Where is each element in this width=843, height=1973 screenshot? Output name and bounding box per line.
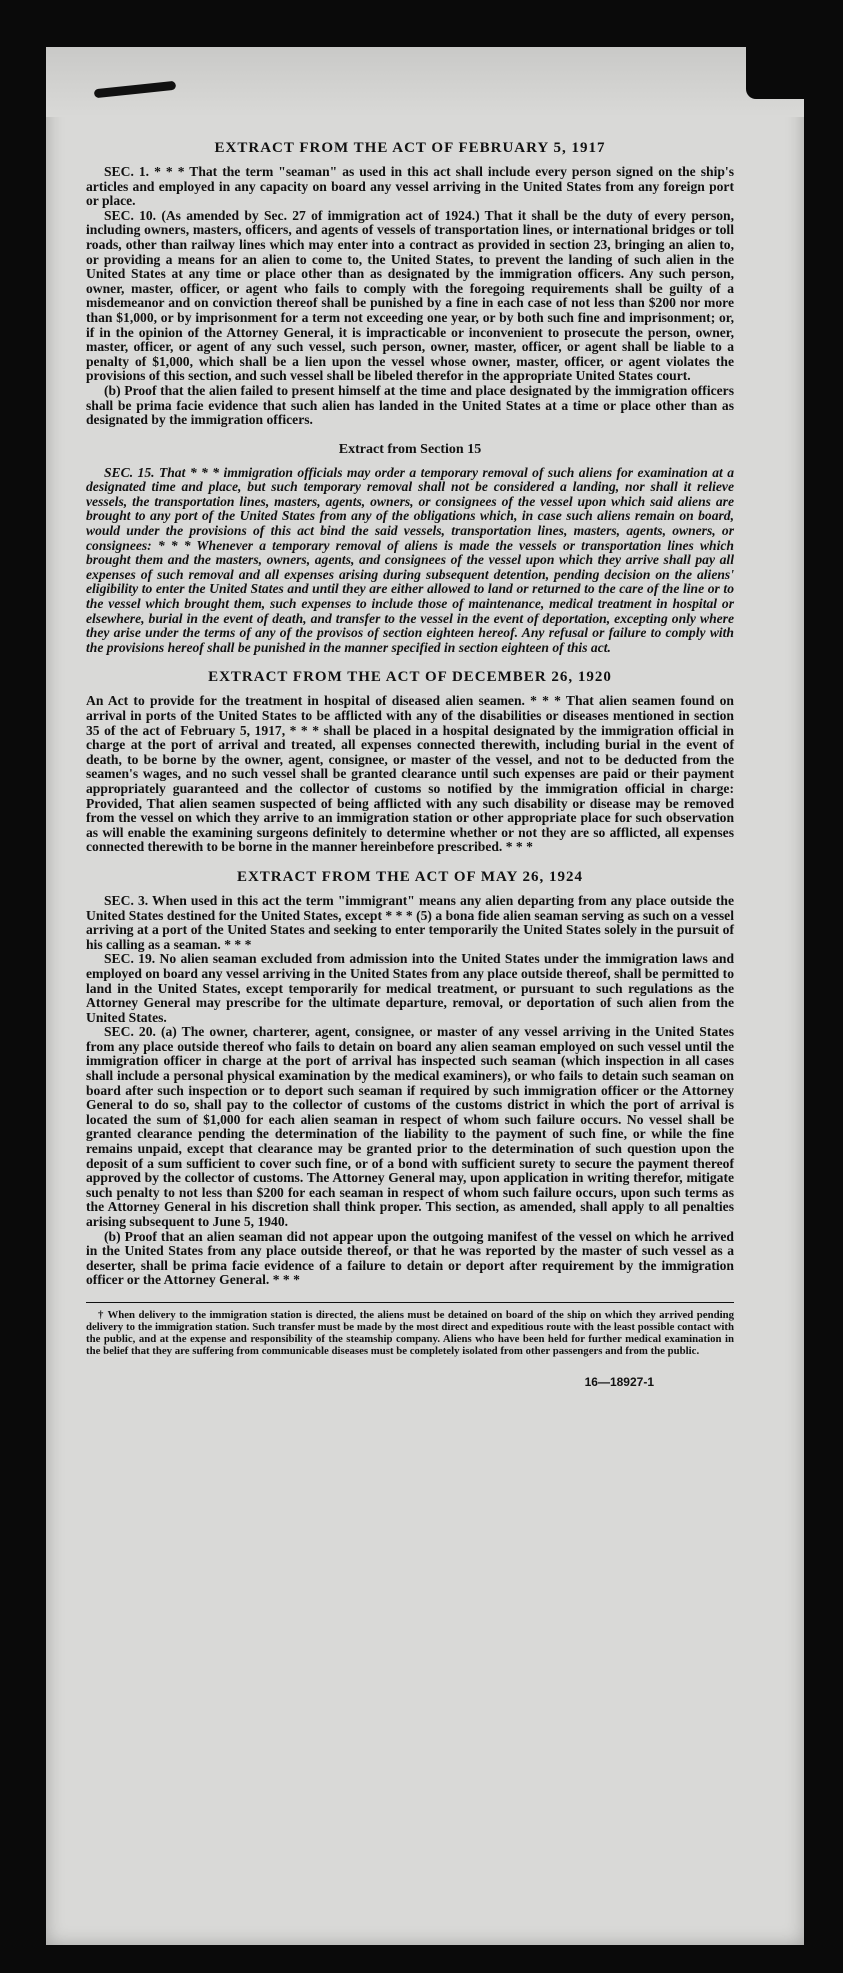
heading-act-may-1924: EXTRACT FROM THE ACT OF MAY 26, 1924 [236, 868, 584, 885]
heading-extract-section-15: Extract from Section 15 [338, 441, 482, 457]
paragraph-sec-10b: (b) Proof that the alien failed to present himself at the time and place designated by the immigration officers shall be prima facie evidence that such alien has landed in the United States at a time or place other than as designated by the immigration officers. [86, 382, 734, 428]
paragraph-sec-1: SEC. 1. * * * That the term "seaman" as used in this act shall include every person signed on the ship's articles and employed in any capacity on board any vessel arriving in the United States from any foreign port or place. [86, 164, 734, 209]
torn-corner [746, 47, 804, 99]
paragraph-sec-15: SEC. 15. That * * * immigration officials may order a temporary removal of such aliens for examination at a designated time and place, but such temporary removal shall not be considered a landing, nor shall it relieve vessels, the transportation lines, masters, agents, owners, or consignees of the vessel upon which said aliens are brought to any port of the United States from any of the obligations which, in case such aliens remain on board, would under the provisions of this act bind the said vessels, transportation lines, masters, agents, owners, or consignees: * * * Whenever a temporary removal of aliens is made the vessels or transportation lines which brought them and the masters, owners, agents, and consignees of the vessel upon which they arrive shall pay all expenses of such removal and all expenses arising during subsequent detention, pending decision on the aliens' eligibility to enter the United States and until they are either allowed to land or returned to the care of the line or to the vessel which brought them, such expenses to include those of maintenance, medical treatment in hospital or elsewhere, burial in the event of death, and transfer to the vessel in the event of deportation, excepting only where they arise under the terms of any of the provisos of section eighteen hereof. Any refusal or failure to comply with the provisions hereof shall be punished in the manner specified in section eighteen of this act. [86, 464, 734, 655]
paragraph-sec-19: SEC. 19. No alien seaman excluded from admission into the United States under the immigration laws and employed on board any vessel arriving in the United States from any place outside thereof, shall be permitted to land in the United States, except temporarily for medical treatment, or pursuant to such regulations as the Attorney General may prescribe for the ultimate departure, removal, or deportation of such alien from the United States. [86, 951, 734, 1025]
paragraph-sec-20: SEC. 20. (a) The owner, charterer, agent, consignee, or master of any vessel arriving in the United States from any place outside thereof who fails to detain on board any alien seaman employed on such vessel until the immigration officer in charge at the port of arrival has inspected such seaman (which inspection in all cases shall include a personal physical examination by the medical examiners), or who fails to detain such seaman on board after such inspection or to deport such seaman if required by such immigration officer or the Attorney General to do so, shall pay to the collector of customs of the customs district in which the port of arrival is located the sum of $1,000 for each alien seaman in respect of whom such failure occurs. No vessel shall be granted clearance pending the determination of the liability to the payment of such fine, or while the fine remains unpaid, except that clearance may be granted prior to the determination of such question upon the deposit of a sum sufficient to cover such fine, or of a bond with sufficient surety to secure the payment thereof approved by the collector of customs. The Attorney General may, upon application in writing therefor, mitigate such penalty to not less than $200 for each seaman in respect of whom such failure occurs, upon such terms as the Attorney General in his discretion shall think proper. This section, as amended, shall apply to all penalties arising subsequent to June 5, 1940. [86, 1024, 734, 1229]
paragraph-sec-10: SEC. 10. (As amended by Sec. 27 of immigration act of 1924.) That it shall be the duty of every person, including owners, masters, officers, and agents of vessels of transportation lines, or international bridges or toll roads, other than railway lines which may enter into a contract as provided in section 23, bringing an alien to, or providing a means for an alien to come to, the United States, to prevent the landing of such alien in the United States at any time or place other than as designated by the immigration officers. Any such person, owner, master, officer, or agent who fails to comply with the foregoing requirements shall be guilty of a misdemeanor and on conviction thereof shall be punished by a fine in each case of not less than $200 nor more than $1,000, or by imprisonment for a term not exceeding one year, or by both such fine and imprisonment; or, if in the opinion of the Attorney General, it is impracticable or inconvenient to prosecute the person, owner, master, officer, or agent of any such vessel, such person, owner, master, officer, or agent shall be liable to a penalty of $1,000, which shall be a lien upon the vessel whose owner, master, officer, or agent violates the provisions of this section, and such vessel shall be libeled therefor in the appropriate United States court. [86, 207, 734, 384]
section-extract-15 [86, 442, 734, 656]
print-code: 16—18927-1 [584, 1374, 654, 1389]
document-text [86, 140, 734, 1389]
section-act-1924 [86, 869, 734, 1288]
footnote-rule [86, 1302, 734, 1303]
paragraph-sec-20b: (b) Proof that an alien seaman did not appear upon the outgoing manifest of the vessel on which he arrived in the United States from any place outside thereof, or that he was reported by the master of such vessel as a deserter, shall be prima facie evidence of a failure to detain or deport after requirement by the immigration officer or the Attorney General. * * * [86, 1228, 734, 1288]
section-act-1920 [86, 669, 734, 855]
heading-act-dec-1920: EXTRACT FROM THE ACT OF DECEMBER 26, 1920 [208, 669, 612, 686]
heading-act-feb-1917: EXTRACT FROM THE ACT OF FEBRUARY 5, 1917 [214, 140, 606, 156]
paragraph-sec-3: SEC. 3. When used in this act the term "immigrant" means any alien departing from any place outside the United States destined for the United States, except * * * (5) a bona fide alien seaman serving as such on a vessel arriving at a port of the United States and seeking to enter temporarily the United States solely in the pursuit of his calling as a seaman. * * * [86, 892, 734, 952]
section-act-1917 [86, 140, 734, 428]
footnote: † When delivery to the immigration station is directed, the aliens must be detained on board of the ship on which they arrived pending delivery to the immigration station. Such transfer must be made by the most direct and expeditious route with the least possible contact with the public, and at the expense and responsibility of the steamship company. Aliens who have been held for further medical examination in the belief that they are suffering from communicable diseases must be completely isolated from other passengers and from the public. [86, 1308, 734, 1357]
paragraph-act-1920: An Act to provide for the treatment in hospital of diseased alien seamen. * * * That alien seamen found on arrival in ports of the United States to be afflicted with any of the disabilities or diseases mentioned in section 35 of the act of February 5, 1917, * * * shall be placed in a hospital designated by the immigration official in charge at the port of arrival and treated, all expenses connected therewith, including burial in the event of death, to be borne by the owner, agent, consignee, or master of the vessel, and not to be deducted from the seamen's wages, and no such vessel shall be granted clearance until such expenses are paid or their payment appropriately guaranteed and the collector of customs so notified by the immigration official in charge: Provided, That alien seamen suspected of being afflicted with any such disability or disease may be removed from the vessel on which they arrive to an immigration station or other appropriate place for such observation as will enable the examining surgeons definitely to determine whether or not they are so afflicted, all expenses connected therewith to be borne in the manner hereinbefore prescribed. * * * [86, 693, 734, 855]
